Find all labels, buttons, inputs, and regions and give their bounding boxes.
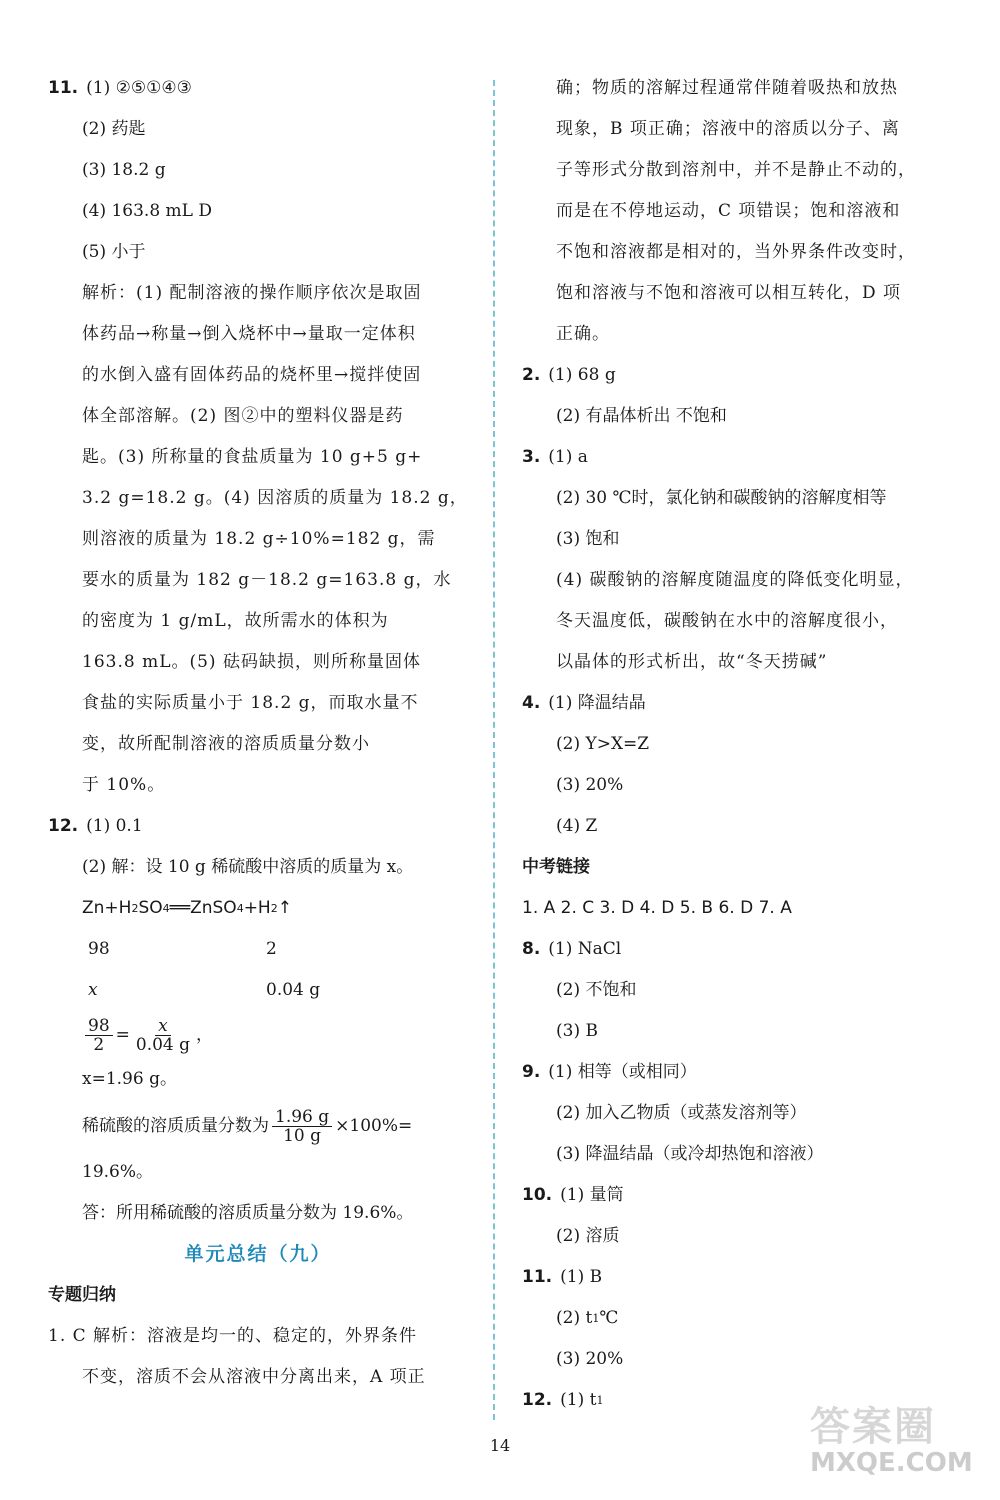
ratio-equation [48,1011,468,1059]
q11-a5: (5) 小于 [82,242,146,262]
q11-explanation-line: 的密度为 1 g/mL，故所需水的体积为 [82,611,389,631]
r-q8-answer-1 [522,929,952,970]
r-q3-a2: (2) 30 ℃时，氯化钠和碳酸钠的溶解度相等 [556,488,887,508]
watermark [810,1395,990,1495]
mass-fraction-denominator: 10 g [283,1125,322,1146]
q12-final-answer: 答：所用稀硫酸的溶质质量分数为 19.6%。 [82,1203,414,1223]
continued-explanation-line: 而是在不停地运动，C 项错误；饱和溶液和 [556,201,901,221]
multiple-choice-answers: 1. A 2. C 3. D 4. D 5. B 6. D 7. A [522,898,792,918]
r-q4-answer-1 [522,683,952,724]
left-column [48,68,468,1398]
r-q3-a4-line: 冬天温度低，碳酸钠在水中的溶解度很小， [556,611,898,631]
q11-explanation-line: 于 10%。 [82,775,166,795]
r-q2-number: 2. [522,365,541,385]
q11-a2: (2) 药匙 [82,119,146,139]
r-q11-a2-post: ℃ [599,1308,619,1328]
r-q11-a3: (3) 20% [556,1349,624,1369]
mass-h2-value: 0.04 g [266,980,321,1000]
unknown-x: x [88,980,98,1000]
column-divider [493,80,495,1420]
q11-explanation-line: 则溶液的质量为 18.2 g÷10%=182 g，需 [82,529,436,549]
r-q10-answer-1 [522,1175,952,1216]
page-number: 14 [489,1436,511,1455]
r-q10-number: 10. [522,1185,553,1205]
r-q9-a1: (1) 相等（或相同） [548,1062,697,1082]
eq-mid: ══ZnSO [169,898,237,918]
continued-explanation-line: 正确。 [556,324,610,344]
eq-h2-product-subscript: 2 [270,902,278,915]
r-q12-a1-sub: 1 [596,1394,604,1407]
eq-left: Zn+H [82,898,132,918]
eq-znso4-subscript: 4 [236,902,244,915]
r-q10-a2: (2) 溶质 [556,1226,620,1246]
eq-so: SO [138,898,163,918]
r-q4-a1: (1) 降温结晶 [548,693,646,713]
r-q4-a3: (3) 20% [556,775,624,795]
s1-line: 不变，溶质不会从溶液中分离出来，A 项正 [82,1367,426,1387]
ratio-denominator-right: 0.04 g [135,1034,191,1055]
mass-zn-h2so4: 98 [88,939,110,959]
q11-explanation-line: 3.2 g=18.2 g。(4) 因溶质的质量为 18.2 g， [82,488,468,508]
r-q8-a1: (1) NaCl [548,939,622,959]
molar-mass-row [48,929,468,970]
gas-arrow: ↑ [277,898,292,918]
r-q3-a1: (1) a [548,447,588,467]
r-q2-answer-1 [522,355,952,396]
section-heading-topic-summary: 专题归纳 [48,1285,116,1305]
q11-a4: (4) 163.8 mL D [82,201,212,221]
ratio-denominator-left: 2 [93,1034,105,1055]
r-q2-a2: (2) 有晶体析出 不饱和 [556,406,727,426]
r-q4-a4: (4) Z [556,816,598,836]
ratio-numerator-right: x [155,1017,171,1036]
r-q8-a2: (2) 不饱和 [556,980,637,1000]
chemical-equation [48,888,468,929]
q11-answer-1 [48,68,468,109]
eq-h2-subscript: 2 [131,902,139,915]
q12-a1: (1) 0.1 [86,816,143,836]
r-q8-a3: (3) B [556,1021,598,1041]
mass-h2: 2 [266,939,277,959]
continued-explanation-line: 现象，B 项正确；溶液中的溶质以分子、离 [556,119,900,139]
q11-explanation-line: 匙。(3) 所称量的食盐质量为 10 g+5 g+ [82,447,423,467]
mass-fraction-tail: ×100%= [335,1115,413,1136]
q11-explanation-line: 体药品→称量→倒入烧杯中→量取一定体积 [82,324,416,344]
continued-explanation-line: 确；物质的溶解过程通常伴随着吸热和放热 [556,78,898,98]
r-q11-a2 [522,1298,952,1339]
r-q9-a3: (3) 降温结晶（或冷却热饱和溶液） [556,1144,824,1164]
continued-explanation-line: 不饱和溶液都是相对的，当外界条件改变时， [556,242,916,262]
mass-fraction [272,1108,332,1145]
r-q12-a1-pre: (1) t [560,1390,597,1410]
watermark-url: MXQE.COM [810,1448,973,1478]
unknown-row [48,970,468,1011]
ratio-numerator-left: 98 [85,1017,113,1036]
q11-explanation-line: 体全部溶解。(2) 图②中的塑料仪器是药 [82,406,404,426]
q11-explanation-line: 要水的质量为 182 g－18.2 g=163.8 g，水 [82,570,452,590]
x-result: x=1.96 g。 [82,1069,177,1089]
right-column [522,68,952,1421]
q12-answer-1 [48,806,468,847]
mass-fraction-label: 稀硫酸的溶质质量分数为 [82,1115,269,1136]
r-q9-answer-1 [522,1052,952,1093]
q11-explanation-line: 食盐的实际质量小于 18.2 g，而取水量不 [82,693,419,713]
r-q3-number: 3. [522,447,541,467]
q12-number: 12. [48,816,79,836]
eq-so4-subscript: 4 [162,902,170,915]
mass-fraction-numerator: 1.96 g [272,1108,332,1127]
q11-number: 11. [48,78,79,98]
r-q11-a2-pre: (2) t [556,1308,593,1328]
r-q3-a4-line: (4) 碳酸钠的溶解度随温度的降低变化明显， [556,570,914,590]
r-q9-number: 9. [522,1062,541,1082]
r-q11-a2-sub: 1 [592,1312,600,1325]
r-q11-number: 11. [522,1267,553,1287]
unit-summary-title: 单元总结（九） [184,1243,332,1265]
mass-fraction-calc [48,1100,468,1152]
watermark-logo: 答案圈 [810,1404,936,1450]
r-q4-a2: (2) Y>X=Z [556,734,650,754]
r-q2-a1: (1) 68 g [548,365,616,385]
q11-explanation-line: 解析：(1) 配制溶液的操作顺序依次是取固 [82,283,422,303]
mass-fraction-value: 19.6%。 [82,1162,154,1182]
ratio-tail: ， [196,1024,214,1045]
r-q3-answer-1 [522,437,952,478]
r-q9-a2: (2) 加入乙物质（或蒸发溶剂等） [556,1103,807,1123]
ratio-equals: = [115,1024,130,1045]
section-heading-exam-link: 中考链接 [522,857,590,877]
r-q8-number: 8. [522,939,541,959]
q11-explanation-line: 的水倒入盛有固体药品的烧杯里→搅拌使固 [82,365,422,385]
q12-a2: (2) 解：设 10 g 稀硫酸中溶质的质量为 x。 [82,857,414,877]
continued-explanation-line: 子等形式分散到溶剂中，并不是静止不动的， [556,160,916,180]
q11-explanation-line: 变，故所配制溶液的溶质质量分数小 [82,734,370,754]
ratio-fraction-left [85,1017,113,1054]
r-q3-a4-line: 以晶体的形式析出，故“冬天捞碱” [556,652,828,672]
ratio-fraction-right [133,1017,193,1054]
r-q11-answer-1 [522,1257,952,1298]
q11-a3: (3) 18.2 g [82,160,166,180]
q11-a1: (1) ②⑤①④③ [86,78,192,98]
r-q4-number: 4. [522,693,541,713]
s1-line: 1. C 解析：溶液是均一的、稳定的，外界条件 [48,1326,418,1346]
q11-explanation-line: 163.8 mL。(5) 砝码缺损，则所称量固体 [82,652,421,672]
r-q12-number: 12. [522,1390,553,1410]
eq-right: +H [243,898,271,918]
r-q10-a1: (1) 量筒 [560,1185,624,1205]
r-q11-a1: (1) B [560,1267,603,1287]
r-q3-a3: (3) 饱和 [556,529,620,549]
continued-explanation-line: 饱和溶液与不饱和溶液可以相互转化，D 项 [556,283,902,303]
